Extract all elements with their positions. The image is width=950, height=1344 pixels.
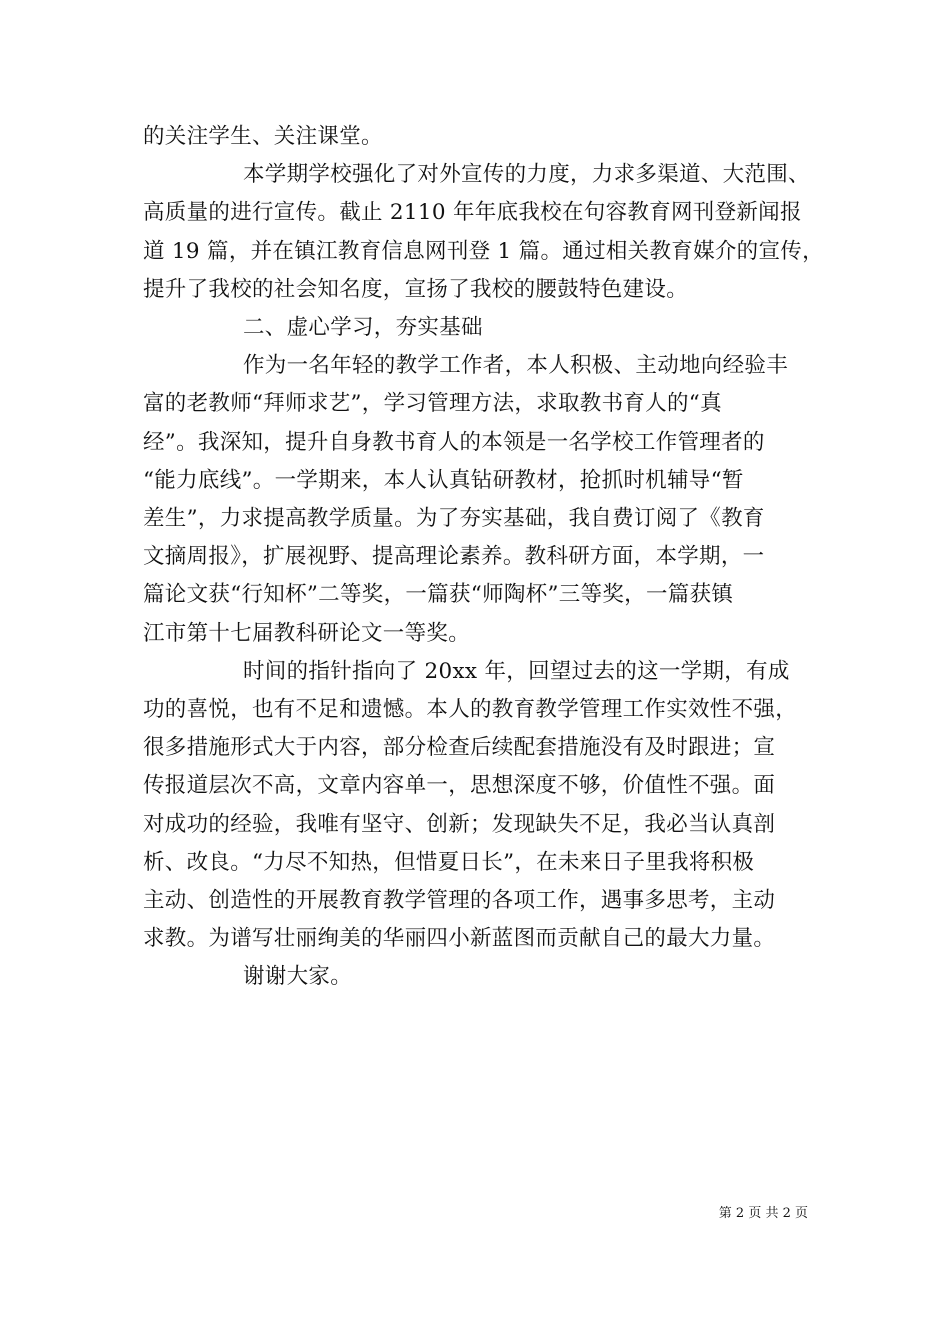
- text-line: 很多措施形式大于内容，部分检查后续配套措施没有及时跟进；宣: [143, 735, 776, 761]
- closing-line: 谢谢大家。: [243, 964, 353, 990]
- text-line: 经”。我深知，提升自身教书育人的本领是一名学校工作管理者的: [143, 429, 765, 455]
- text-line: 富的老教师“拜师求艺”，学习管理方法，求取教书育人的“真: [143, 391, 722, 417]
- paragraph-start: 作为一名年轻的教学工作者，本人积极、主动地向经验丰: [243, 353, 789, 379]
- text-line: 篇论文获“行知杯”二等奖，一篇获“师陶杯”三等奖，一篇获镇: [143, 582, 734, 608]
- text-line: 道 19 篇，并在镇江教育信息网刊登 1 篇。通过相关教育媒介的宣传，: [143, 238, 824, 264]
- paragraph-start: 时间的指针指向了 20xx 年，回望过去的这一学期，有成: [243, 658, 790, 684]
- text-line: 主动、创造性的开展教育教学管理的各项工作，遇事多思考，主动: [143, 888, 776, 914]
- text-line: 析、改良。“力尽不知热，但惜夏日长”，在未来日子里我将积极: [143, 849, 755, 875]
- text-line: 功的喜悦，也有不足和遗憾。本人的教育教学管理工作实效性不强，: [143, 697, 798, 723]
- text-line: 传报道层次不高，文章内容单一，思想深度不够，价值性不强。面: [143, 773, 776, 799]
- text-line: 差生”，力求提高教学质量。为了夯实基础，我自费订阅了《教育: [143, 506, 765, 532]
- text-line: 对成功的经验，我唯有坚守、创新；发现缺失不足，我必当认真剖: [143, 811, 776, 837]
- paragraph-start: 本学期学校强化了对外宣传的力度，力求多渠道、大范围、: [243, 162, 810, 188]
- text-line: 求教。为谱写壮丽绚美的华丽四小新蓝图而贡献自己的最大力量。: [143, 926, 776, 952]
- page-number: 第 2 页 共 2 页: [718, 1206, 808, 1221]
- text-line: 江市第十七届教科研论文一等奖。: [143, 620, 471, 646]
- text-line: “能力底线”。一学期来，本人认真钻研教材，抢抓时机辅导“暂: [143, 467, 744, 493]
- document-body: [143, 118, 824, 997]
- text-line: 文摘周报》，扩展视野、提高理论素养。教科研方面，本学期，一: [143, 544, 765, 570]
- text-line: 的关注学生、关注课堂。: [143, 124, 383, 149]
- text-line: 高质量的进行宣传。截止 2110 年年底我校在句容教育网刊登新闻报: [143, 200, 802, 226]
- section-heading: 二、虚心学习，夯实基础: [243, 315, 483, 341]
- text-line: 提升了我校的社会知名度，宣扬了我校的腰鼓特色建设。: [143, 276, 689, 302]
